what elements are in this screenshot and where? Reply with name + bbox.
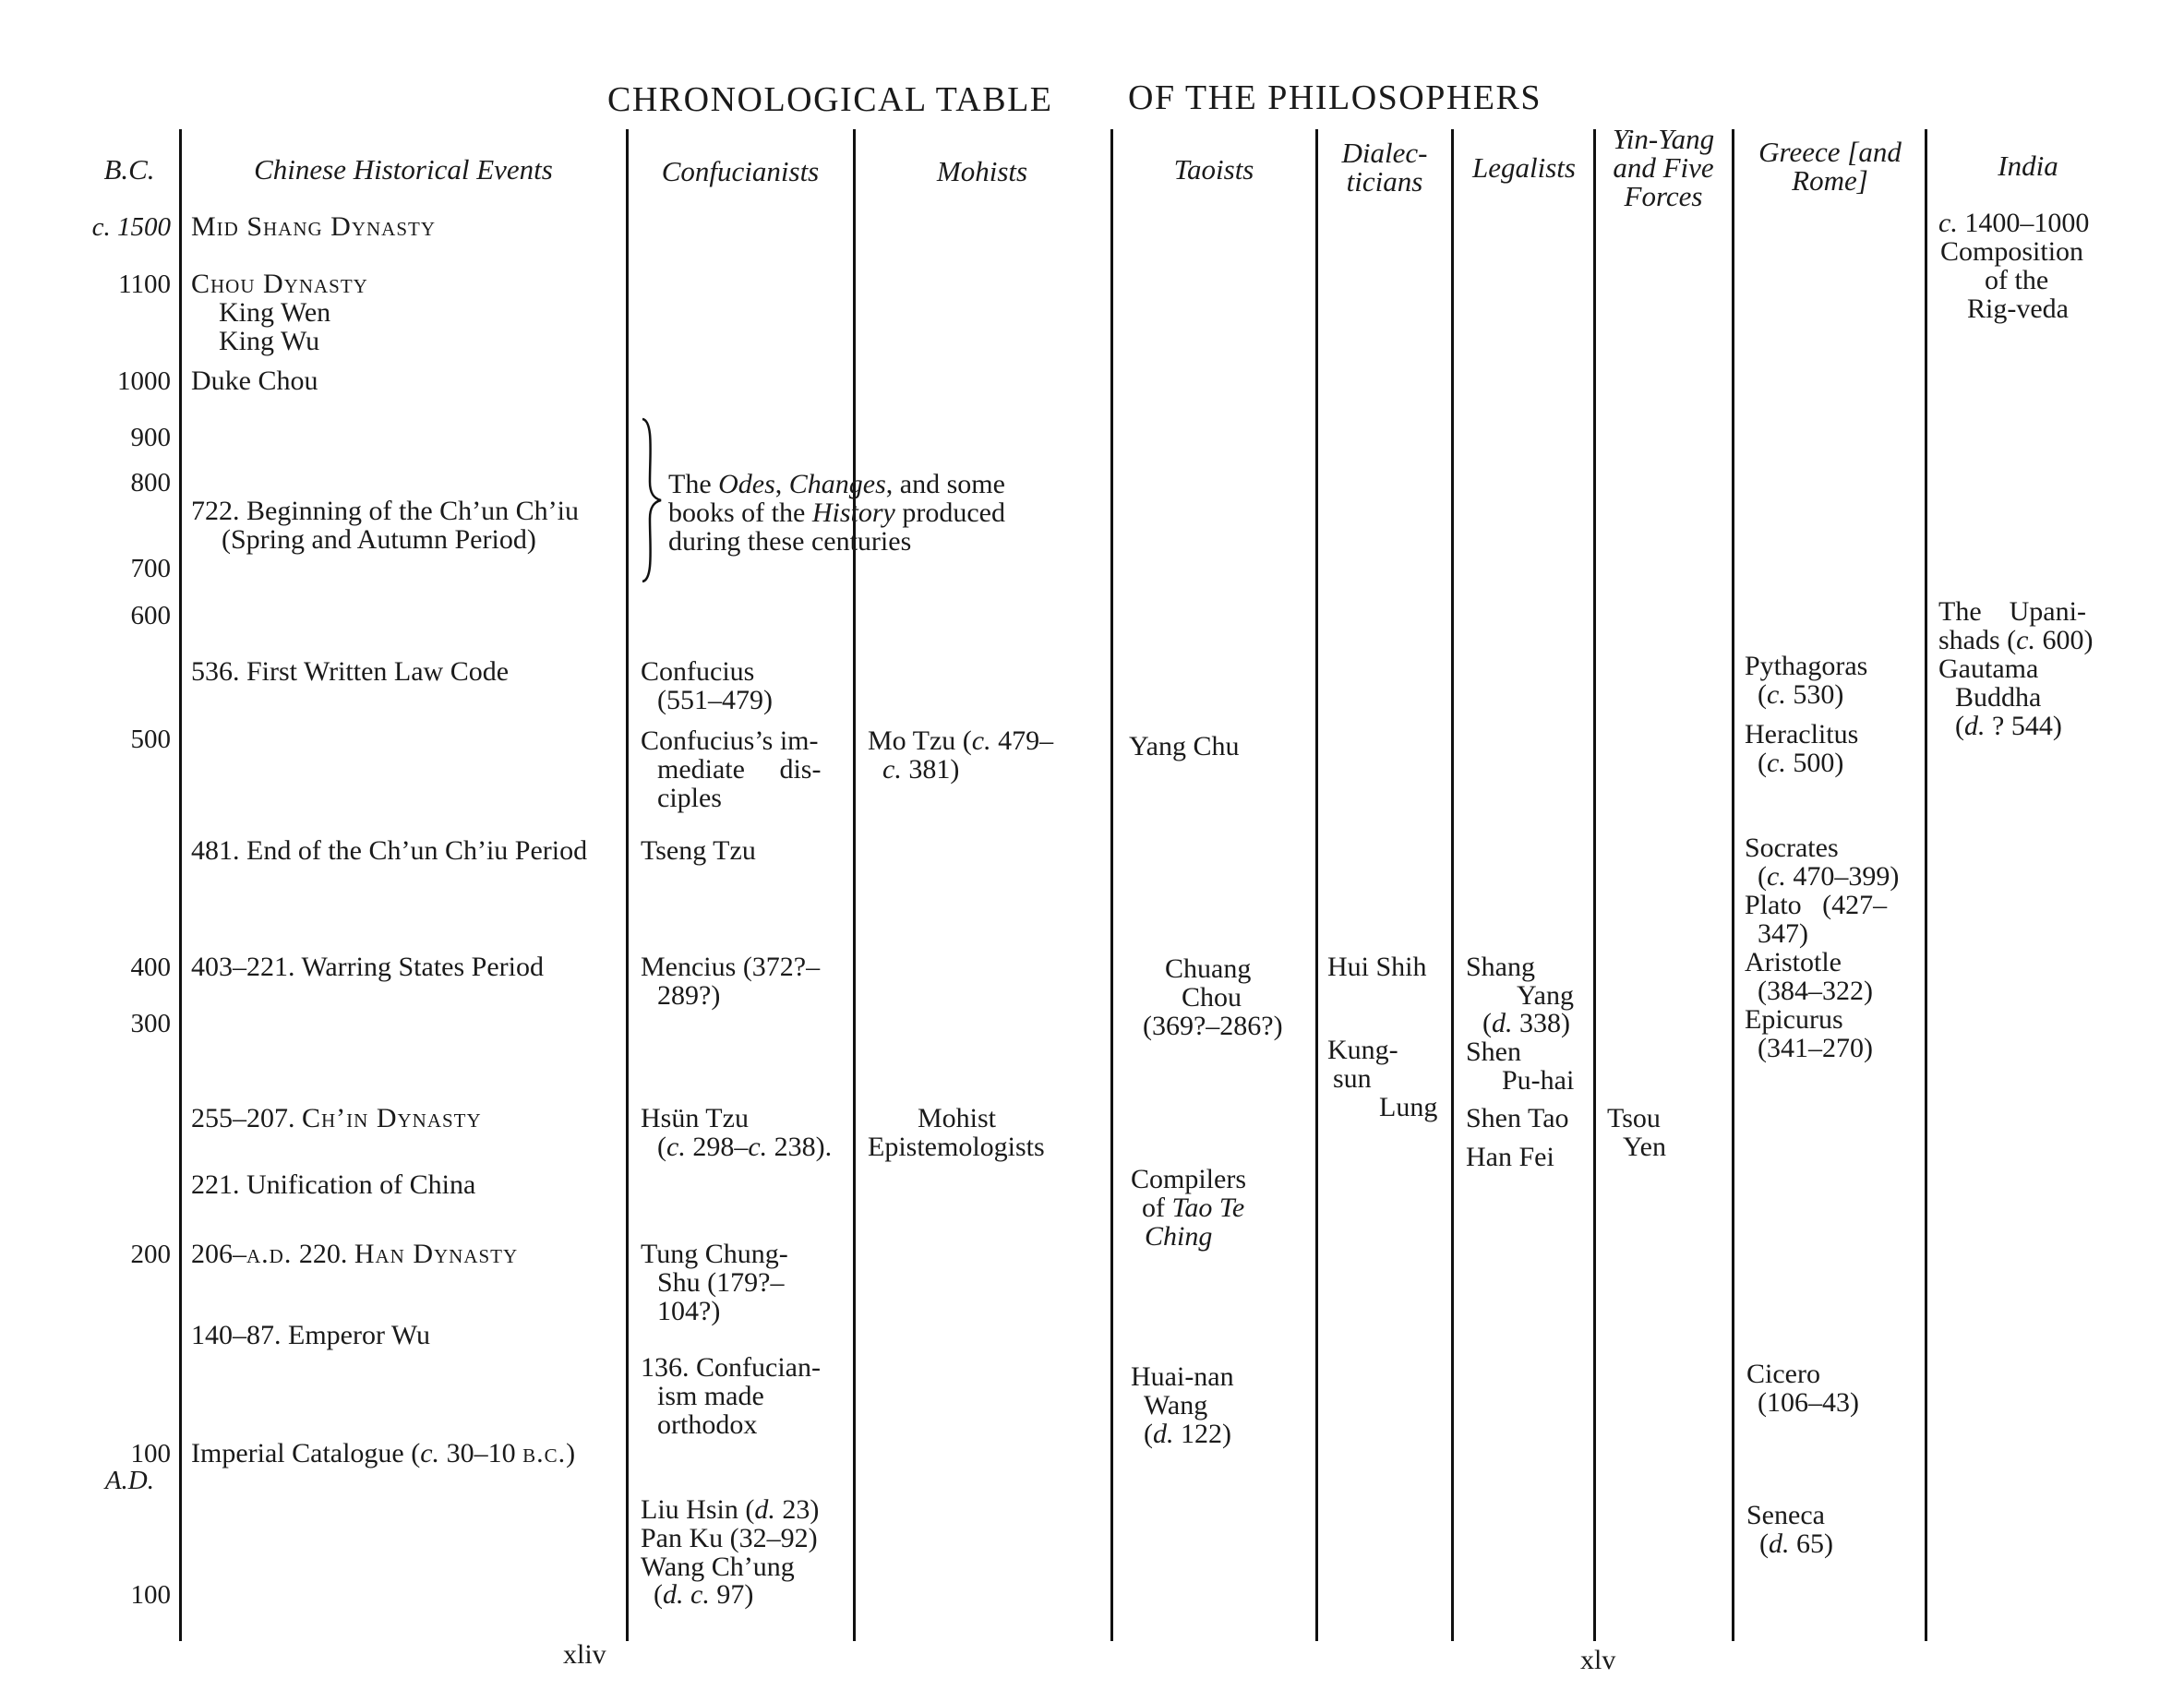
rule-dialecticians: [1451, 129, 1454, 1641]
header-dialecticians-1: Dialec-: [1341, 137, 1428, 169]
disciples-line-3: ciples: [657, 783, 722, 813]
socrates-dates: (c. 470–399): [1758, 861, 1900, 892]
event-king-wen: King Wen: [219, 297, 331, 328]
rig-veda-line-2: Composition: [1940, 236, 2084, 267]
han-fei: Han Fei: [1466, 1142, 1554, 1172]
shen-pu-hai-line-1: Shen: [1466, 1037, 1521, 1067]
rig-veda-line-4: Rig-veda: [1967, 294, 2069, 324]
epicurus-dates: (341–270): [1758, 1033, 1873, 1063]
title-part-1: CHRONOLOGICAL TABLE: [607, 80, 1053, 119]
odes-line-3: during these centuries: [668, 526, 912, 557]
confucius: Confucius: [641, 656, 755, 687]
tung-line-1: Tung Chung-: [641, 1239, 788, 1269]
rule-bc: [179, 129, 182, 1641]
mencius-line-2: 289?): [657, 980, 721, 1011]
rule-greece: [1925, 129, 1927, 1641]
tsou-yen-line-1: Tsou: [1607, 1103, 1661, 1133]
event-536: 536. First Written Law Code: [191, 656, 510, 687]
year-200: 200: [130, 1240, 171, 1269]
chuang-chou-line-2: Chou: [1182, 982, 1242, 1013]
header-confucianists: Confucianists: [661, 155, 820, 187]
rule-yinyang: [1732, 129, 1734, 1641]
aristotle-dates: (384–322): [1758, 976, 1873, 1006]
rule-events: [626, 129, 629, 1641]
year-300: 300: [130, 1009, 171, 1038]
header-legalists: Legalists: [1472, 151, 1576, 184]
event-king-wu: King Wu: [219, 326, 320, 356]
header-india: India: [1998, 150, 2058, 182]
aristotle: Aristotle: [1745, 947, 1842, 977]
mo-tzu-line-2: c. 381): [882, 754, 960, 785]
plato-line-2: 347): [1758, 918, 1808, 949]
event-722-line-2: (Spring and Autumn Period): [222, 524, 536, 555]
upanishads-line-2: shads (c. 600): [1938, 625, 2094, 655]
event-imperial-catalogue: Imperial Catalogue (c. 30–10 b.c.): [191, 1438, 576, 1468]
tseng-tzu: Tseng Tzu: [641, 835, 756, 866]
huai-nan-line-1: Huai-nan: [1131, 1361, 1234, 1392]
year-700: 700: [130, 554, 171, 583]
header-greece-2: Rome]: [1792, 164, 1868, 197]
chuang-chou-line-1: Chuang: [1165, 953, 1252, 984]
tung-line-3: 104?): [657, 1296, 721, 1326]
liu-hsin: Liu Hsin (d. 23): [641, 1494, 820, 1525]
event-chou-dynasty: Chou Dynasty: [191, 269, 368, 299]
disciples-line-2: mediate dis-: [657, 754, 822, 785]
huai-nan-line-3: (d. 122): [1144, 1419, 1231, 1449]
yang-chu: Yang Chu: [1129, 731, 1240, 761]
chuang-chou-dates: (369?–286?): [1143, 1011, 1283, 1041]
wang-chung-dates: (d. c. 97): [654, 1579, 754, 1610]
year-800: 800: [130, 468, 171, 497]
odes-brace: [639, 417, 666, 583]
year-400: 400: [130, 953, 171, 982]
cicero-dates: (106–43): [1758, 1387, 1859, 1418]
shang-yang-line-2: Yang: [1517, 980, 1574, 1011]
event-duke-chou: Duke Chou: [191, 366, 318, 396]
epistemologists: Epistemologists: [868, 1132, 1045, 1162]
tung-line-2: Shu (179?–: [657, 1267, 785, 1298]
seneca-dates: (d. 65): [1759, 1528, 1833, 1559]
heraclitus-dates: (c. 500): [1758, 748, 1844, 778]
orthodox-line-1: 136. Confucian-: [641, 1352, 821, 1383]
rig-veda-dates: c. 1400–1000: [1938, 208, 2090, 238]
heraclitus: Heraclitus: [1745, 719, 1859, 749]
hsun-tzu-dates: (c. 298–c. 238).: [657, 1132, 833, 1162]
header-greece-1: Greece [and: [1758, 136, 1902, 168]
header-taoists: Taoists: [1173, 153, 1254, 186]
year-1100: 1100: [118, 270, 171, 299]
shen-pu-hai-line-2: Pu-hai: [1502, 1065, 1575, 1096]
hui-shih: Hui Shih: [1327, 952, 1427, 982]
year-100-ad: 100: [130, 1580, 171, 1610]
event-221: 221. Unification of China: [191, 1169, 476, 1200]
hsun-tzu: Hsün Tzu: [641, 1103, 749, 1133]
rule-taoists: [1315, 129, 1318, 1641]
rule-legalists: [1593, 129, 1596, 1641]
folio-right: xlv: [1580, 1645, 1616, 1675]
event-481: 481. End of the Ch’un Ch’iu Period: [191, 835, 588, 866]
year-c1500: c. 1500: [91, 212, 171, 242]
mo-tzu-line-1: Mo Tzu (c. 479–: [868, 725, 1054, 756]
wang-chung: Wang Ch’ung: [641, 1552, 795, 1582]
year-ad: A.D.: [104, 1466, 154, 1495]
upanishads-line-1: The Upani-: [1938, 596, 2086, 627]
kungsun-line-2: sun: [1333, 1063, 1372, 1094]
header-yinyang-1: Yin-Yang: [1612, 123, 1715, 155]
huai-nan-line-2: Wang: [1144, 1390, 1208, 1420]
year-500: 500: [130, 725, 171, 754]
year-900: 900: [130, 423, 171, 452]
pythagoras-dates: (c. 530): [1758, 679, 1844, 710]
header-mohists: Mohists: [936, 155, 1028, 187]
seneca: Seneca: [1746, 1500, 1825, 1530]
compilers-line-1: Compilers: [1131, 1164, 1246, 1194]
header-yinyang-3: Forces: [1624, 180, 1703, 212]
gautama: Gautama: [1938, 653, 2039, 684]
confucius-dates: (551–479): [657, 685, 773, 715]
epicurus: Epicurus: [1745, 1004, 1843, 1035]
header-bc: B.C.: [103, 153, 155, 186]
buddha-dates: (d. ? 544): [1955, 711, 2062, 741]
compilers-line-2: of Tao Te: [1142, 1193, 1245, 1223]
event-722-line-1: 722. Beginning of the Ch’un Ch’iu: [191, 496, 579, 526]
disciples-line-1: Confucius’s im-: [641, 725, 819, 756]
buddha: Buddha: [1955, 682, 2042, 713]
orthodox-line-2: ism made: [657, 1381, 764, 1411]
year-600: 600: [130, 601, 171, 630]
mencius-line-1: Mencius (372?–: [641, 952, 821, 982]
folio-left: xliv: [563, 1639, 606, 1670]
pythagoras: Pythagoras: [1745, 651, 1868, 681]
shang-yang-dates: (d. 338): [1482, 1008, 1570, 1038]
mohist: Mohist: [918, 1103, 997, 1133]
header-yinyang-2: and Five: [1613, 151, 1714, 184]
rig-veda-line-3: of the: [1985, 265, 2049, 295]
event-140: 140–87. Emperor Wu: [191, 1320, 431, 1350]
event-403: 403–221. Warring States Period: [191, 952, 544, 982]
rule-confucianists: [853, 129, 856, 1641]
year-1000: 1000: [117, 366, 171, 396]
event-255: 255–207. Ch’in Dynasty: [191, 1103, 482, 1133]
kungsun-line-1: Kung-: [1327, 1035, 1398, 1065]
header-dialecticians-2: ticians: [1346, 165, 1423, 198]
tsou-yen-line-2: Yen: [1623, 1132, 1666, 1162]
orthodox-line-3: orthodox: [657, 1409, 758, 1440]
event-206: 206–a.d. 220. Han Dynasty: [191, 1239, 519, 1269]
kungsun-line-3: Lung: [1379, 1092, 1438, 1122]
cicero: Cicero: [1746, 1359, 1820, 1389]
socrates: Socrates: [1745, 833, 1839, 863]
pan-ku: Pan Ku (32–92): [641, 1523, 818, 1553]
compilers-line-3: Ching: [1145, 1221, 1213, 1252]
shen-tao: Shen Tao: [1466, 1103, 1569, 1133]
year-100-bc: 100: [130, 1439, 171, 1468]
title-part-2: OF THE PHILOSOPHERS: [1128, 78, 1542, 117]
event-mid-shang: Mid Shang Dynasty: [191, 211, 437, 242]
odes-line-1: The Odes, Changes, and some: [668, 469, 1005, 499]
header-events: Chinese Historical Events: [254, 153, 553, 186]
shang-yang-line-1: Shang: [1466, 952, 1535, 982]
odes-line-2: books of the History produced: [668, 497, 1005, 528]
plato-line-1: Plato (427–: [1745, 890, 1888, 920]
rule-mohists: [1110, 129, 1113, 1641]
